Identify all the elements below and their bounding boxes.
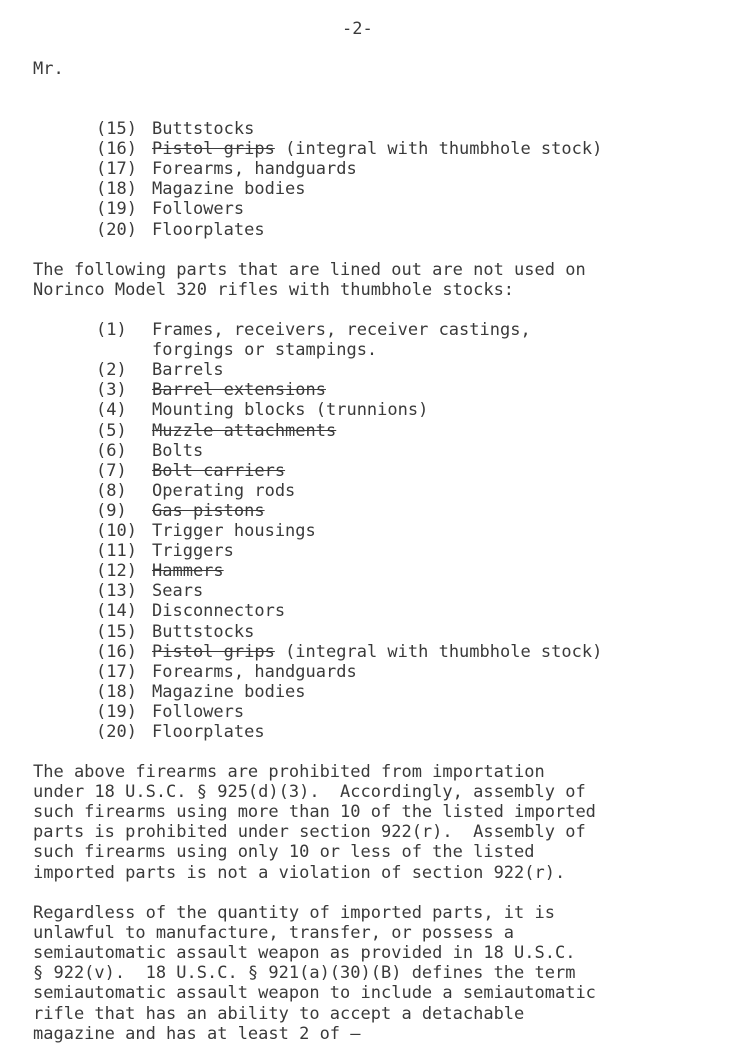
struck-item-label: Pistol grips (152, 139, 275, 160)
item-label: Bolts (152, 440, 204, 461)
list-item-text (152, 521, 316, 541)
item-label: Buttstocks (152, 621, 255, 642)
list-item-text (152, 199, 244, 219)
list-item-text (152, 581, 203, 601)
list-item-number: (20) (96, 219, 137, 240)
list-item-text (152, 481, 295, 501)
item-note: (integral with thumbhole stock) (274, 139, 603, 160)
struck-item-label: Muzzle attachments (152, 420, 337, 441)
item-label: Triggers (152, 541, 234, 562)
paragraph-line: magazine and has at least 2 of — (33, 1023, 361, 1044)
list-item-number: (16) (96, 641, 137, 662)
list-item-number: (14) (96, 601, 137, 622)
list-item-text (152, 702, 244, 722)
item-label: Barrels (152, 360, 224, 381)
list-item-number: (15) (96, 119, 137, 139)
list-item-text (152, 320, 531, 340)
paragraph-line: imported parts is not a violation of section 922(r). (33, 862, 566, 883)
struck-item-label: Gas pistons (152, 500, 265, 521)
struck-item-label: Hammers (152, 561, 224, 582)
paragraph-line: under 18 U.S.C. § 925(d)(3). Accordingly, assembly of (33, 782, 586, 803)
list-item-text (152, 400, 428, 420)
list-item-number: (18) (96, 179, 137, 200)
item-note: (integral with thumbhole stock) (274, 641, 603, 662)
list-item-number: (2) (96, 360, 127, 381)
list-item-text (152, 119, 254, 139)
list-item-number: (20) (96, 722, 137, 742)
item-label: Followers (152, 701, 245, 722)
list-item-number: (11) (96, 541, 137, 562)
item-label: Sears (152, 581, 204, 602)
list-item-number: (17) (96, 661, 137, 682)
list-item-number: (1) (96, 320, 127, 340)
item-label: Disconnectors (152, 601, 286, 622)
paragraph-line: Norinco Model 320 rifles with thumbhole stocks: (33, 280, 515, 300)
list-item-number: (19) (96, 701, 137, 722)
struck-item-label: Pistol grips (152, 641, 275, 662)
list-item-text (152, 139, 602, 159)
list-item-number: (17) (96, 159, 137, 180)
list-item-number: (16) (96, 139, 137, 160)
struck-item-label: Barrel extensions (152, 380, 326, 401)
paragraph-line: § 922(v). 18 U.S.C. § 921(a)(30)(B) defines the term (33, 963, 576, 984)
paragraph-line: such firearms using more than 10 of the listed imported (33, 802, 596, 823)
list-item-number: (18) (96, 681, 137, 702)
item-label: Forearms, handguards (152, 661, 357, 682)
item-label: Trigger housings (152, 521, 316, 541)
paragraph-line: semiautomatic assault weapon to include a semiautomatic (33, 983, 596, 1004)
salutation: Mr. (33, 59, 64, 79)
paragraph-line: Regardless of the quantity of imported parts, it is (33, 903, 555, 923)
item-label: Operating rods (152, 480, 296, 501)
item-label: Mounting blocks (trunnions) (152, 400, 429, 421)
item-label: Followers (152, 199, 245, 220)
list-item-text (152, 722, 265, 742)
paragraph-line: unlawful to manufacture, transfer, or possess a (33, 923, 515, 944)
list-item-number: (15) (96, 621, 137, 642)
paragraph-line: parts is prohibited under section 922(r). Assembly of (33, 822, 586, 843)
item-label: Magazine bodies (152, 681, 306, 702)
list-item-text (152, 421, 336, 441)
item-label: Floorplates (152, 722, 265, 742)
list-item-text (152, 601, 285, 621)
list-item-number: (10) (96, 521, 137, 541)
paragraph-line: The following parts that are lined out are not used on (33, 260, 586, 280)
paragraph-line: such firearms using only 10 or less of the listed (33, 842, 535, 863)
item-label: Forearms, handguards (152, 159, 357, 180)
list-item-text (152, 642, 602, 662)
list-item-text (152, 340, 377, 360)
list-item-number: (8) (96, 480, 127, 501)
item-label: forgings or stampings. (152, 340, 378, 361)
list-item-number: (12) (96, 561, 137, 582)
page-number: -2- (342, 19, 373, 39)
struck-item-label: Bolt carriers (152, 460, 286, 481)
list-item-text (152, 682, 306, 702)
list-item-text (152, 662, 357, 682)
list-item-text (152, 360, 224, 380)
item-label: Frames, receivers, receiver castings, (152, 320, 531, 340)
list-item-text (152, 220, 265, 240)
item-label: Buttstocks (152, 119, 255, 139)
list-item-number: (9) (96, 500, 127, 521)
list-item-text (152, 501, 265, 521)
item-label: Floorplates (152, 219, 265, 240)
list-item-text (152, 159, 357, 179)
paragraph-line: semiautomatic assault weapon as provided in 18 U.S.C. (33, 943, 576, 964)
item-label: Magazine bodies (152, 179, 306, 200)
paragraph-line: rifle that has an ability to accept a detachable (33, 1003, 525, 1024)
list-item-number: (7) (96, 460, 127, 481)
list-item-number: (3) (96, 380, 127, 401)
list-item-number: (6) (96, 440, 127, 461)
list-item-text (152, 541, 234, 561)
list-item-text (152, 622, 254, 642)
list-item-text (152, 380, 326, 400)
list-item-text (152, 561, 224, 581)
list-item-text (152, 461, 285, 481)
list-item-number: (19) (96, 199, 137, 220)
list-item-number: (4) (96, 400, 127, 421)
paragraph-line: The above firearms are prohibited from importation (33, 762, 545, 782)
list-item-number: (5) (96, 420, 127, 441)
list-item-text (152, 441, 203, 461)
list-item-number: (13) (96, 581, 137, 602)
list-item-text (152, 179, 306, 199)
